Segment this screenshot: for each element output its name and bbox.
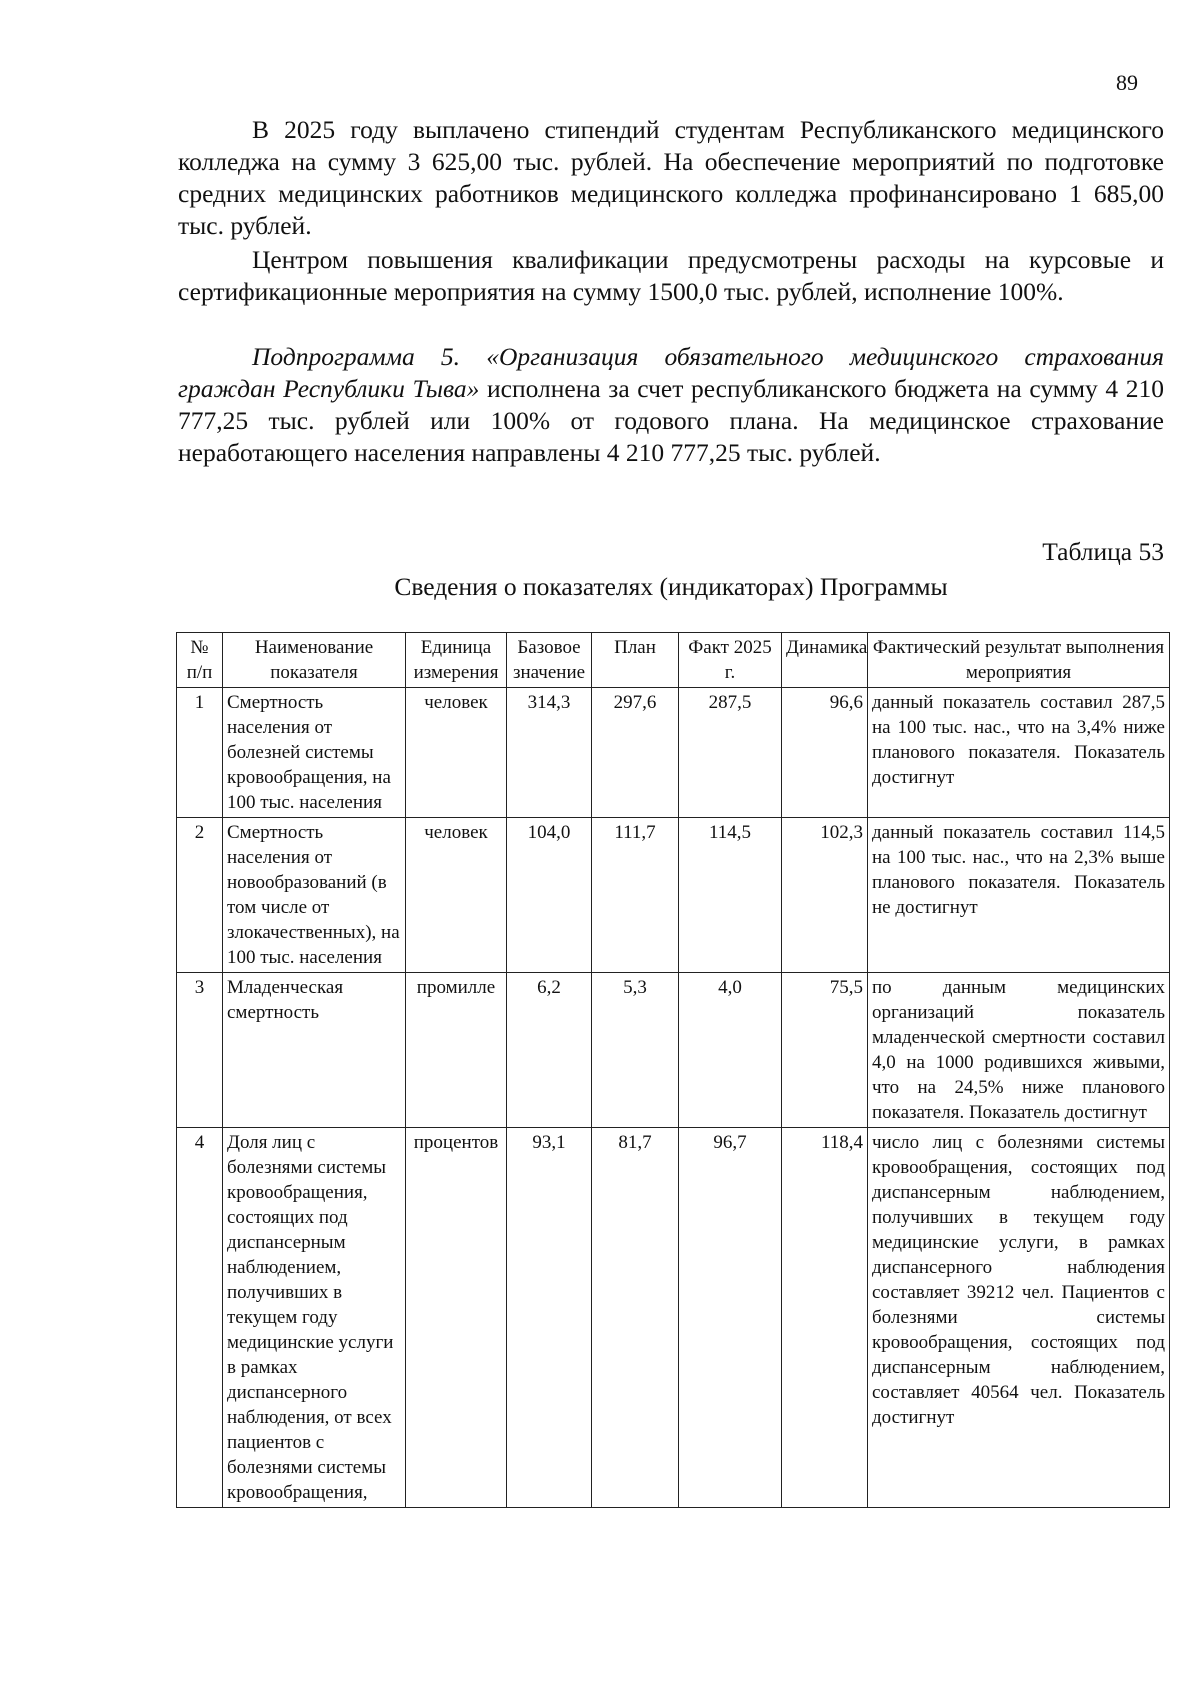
cell-dynamics: 75,5 <box>782 973 868 1128</box>
cell-result: данный показатель составил 287,5 на 100 тыс. нас., что на 3,4% ниже планового показателя. Показатель достигнут <box>868 688 1170 818</box>
header-fact: Факт 2025 г. <box>679 633 782 688</box>
cell-unit: человек <box>406 818 507 973</box>
header-dynamics: Динамика <box>782 633 868 688</box>
cell-base: 314,3 <box>507 688 592 818</box>
cell-dynamics: 102,3 <box>782 818 868 973</box>
cell-fact: 114,5 <box>679 818 782 973</box>
cell-fact: 96,7 <box>679 1128 782 1508</box>
table-title: Сведения о показателях (индикаторах) Программы <box>394 572 948 601</box>
header-name: Наименование показателя <box>223 633 406 688</box>
header-base: Базовое значение <box>507 633 592 688</box>
cell-base: 93,1 <box>507 1128 592 1508</box>
header-result: Фактический результат выполнения мероприятия <box>868 633 1170 688</box>
table-header-row <box>177 633 1170 688</box>
cell-dynamics: 96,6 <box>782 688 868 818</box>
cell-fact: 287,5 <box>679 688 782 818</box>
cell-num: 3 <box>177 973 223 1128</box>
table-row <box>177 1128 1170 1508</box>
table-label: Таблица 53 <box>1042 537 1164 566</box>
cell-plan: 297,6 <box>592 688 679 818</box>
header-num: № п/п <box>177 633 223 688</box>
cell-name: Смертность населения от болезней системы кровообращения, на 100 тыс. населения <box>223 688 406 818</box>
page-number: 89 <box>1116 70 1138 95</box>
cell-result: данный показатель составил 114,5 на 100 тыс. нас., что на 2,3% выше планового показателя. Показатель не достигнут <box>868 818 1170 973</box>
cell-base: 6,2 <box>507 973 592 1128</box>
subprogram-description: исполнена за счет республиканского бюджета на сумму 4 210 777,25 тыс. рублей или 100% от годового плана. На медицинское страхование неработающего населения направлены 4 210 777,25 тыс. рублей. <box>178 374 1164 467</box>
cell-unit: человек <box>406 688 507 818</box>
cell-plan: 111,7 <box>592 818 679 973</box>
paragraph-text: В 2025 году выплачено стипендий студентам Республиканского медицинского колледжа на сумму 3 625,00 тыс. рублей. На обеспечение мероприятий по подготовке средних медицинских работников медицинского колледжа профинансировано 1 685,00 тыс. рублей. <box>178 115 1164 240</box>
cell-fact: 4,0 <box>679 973 782 1128</box>
cell-plan: 81,7 <box>592 1128 679 1508</box>
cell-dynamics: 118,4 <box>782 1128 868 1508</box>
table-row <box>177 688 1170 818</box>
paragraph-text: Центром повышения квалификации предусмотрены расходы на курсовые и сертификационные мероприятия на сумму 1500,0 тыс. рублей, исполнение 100%. <box>178 245 1164 306</box>
cell-num: 2 <box>177 818 223 973</box>
table-row <box>177 818 1170 973</box>
subprogram-title: Подпрограмма 5. «Организация обязательного медицинского страхования граждан Республики Тыва» <box>178 342 1164 403</box>
header-plan: План <box>592 633 679 688</box>
cell-unit: промилле <box>406 973 507 1128</box>
cell-name: Младенческая смертность <box>223 973 406 1128</box>
table-row <box>177 973 1170 1128</box>
paragraph-training-center <box>178 244 1164 308</box>
header-unit: Единица измерения <box>406 633 507 688</box>
cell-result: по данным медицинских организаций показатель младенческой смертности составил 4,0 на 1000 родившихся живыми, что на 24,5% ниже планового показателя. Показатель достигнут <box>868 973 1170 1128</box>
cell-num: 1 <box>177 688 223 818</box>
cell-name: Смертность населения от новообразований (в том числе от злокачественных), на 100 тыс. населения <box>223 818 406 973</box>
paragraph-subprogram-5 <box>178 341 1164 469</box>
cell-name: Доля лиц с болезнями системы кровообращения, состоящих под диспансерным наблюдением, получивших в текущем году медицинские услуги в рамках диспансерного наблюдения, от всех пациентов с болезнями системы кровообращения, <box>223 1128 406 1508</box>
paragraph-scholarships <box>178 114 1164 242</box>
cell-base: 104,0 <box>507 818 592 973</box>
cell-unit: процентов <box>406 1128 507 1508</box>
cell-result: число лиц с болезнями системы кровообращения, состоящих под диспансерным наблюдением, получивших в текущем году медицинские услуги, в рамках диспансерного наблюдения составляет 39212 чел. Пациентов с болезнями системы кровообращения, состоящих под диспансерным наблюдением, составляет 40564 чел. Показатель достигнут <box>868 1128 1170 1508</box>
indicators-table <box>176 632 1170 1508</box>
paragraph-text <box>178 341 1164 469</box>
cell-plan: 5,3 <box>592 973 679 1128</box>
cell-num: 4 <box>177 1128 223 1508</box>
